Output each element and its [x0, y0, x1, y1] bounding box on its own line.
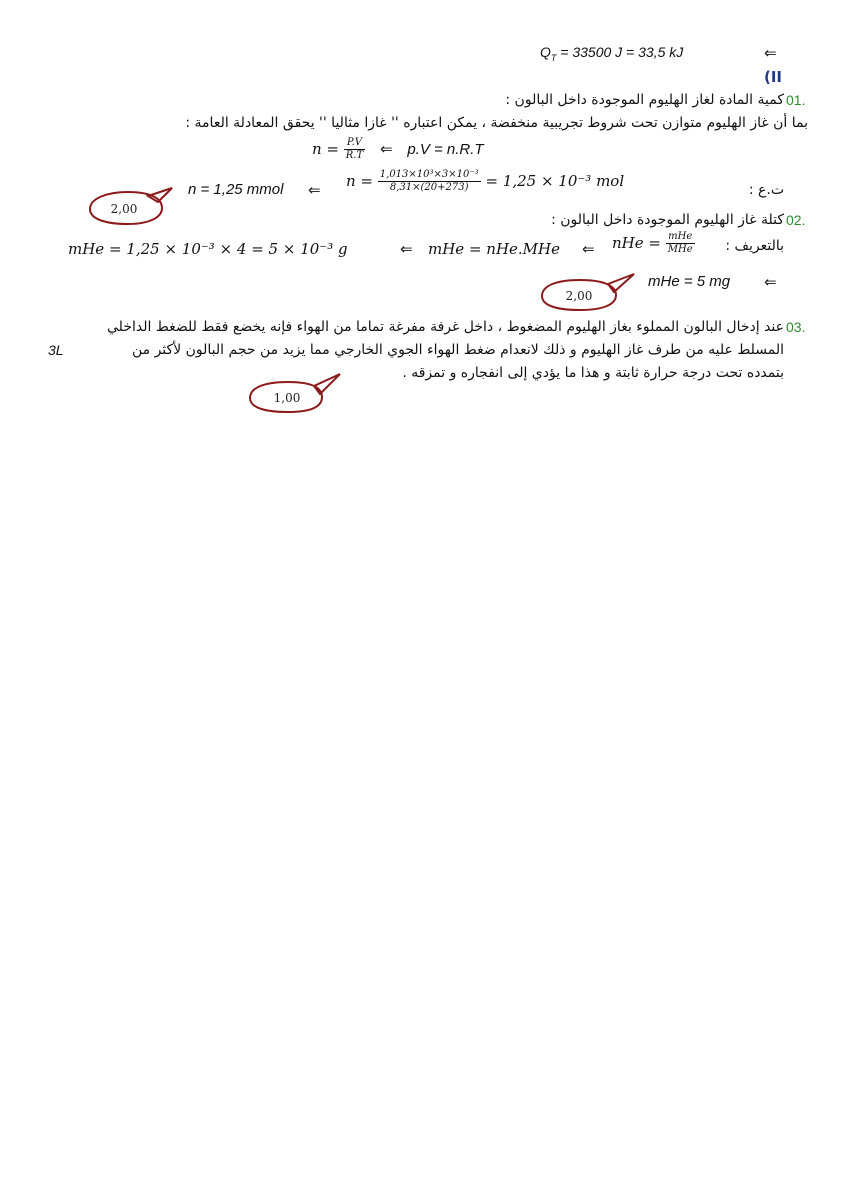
- app-numerator: 1,013×10³×3×10⁻³: [379, 169, 479, 180]
- q02-mark-bubble: [536, 270, 636, 314]
- q01-ideal-gas-equation: [312, 138, 484, 161]
- app-result: = 1,25 × 10⁻³ mol: [485, 172, 625, 190]
- q02-mass-calculation: mHe = 1,25 × 10⁻³ × 4 = 5 × 10⁻³ g: [68, 240, 348, 258]
- eq-arrow: ⇐: [379, 140, 393, 158]
- q02-final-result: mHe = 5 mg: [648, 273, 731, 290]
- q02-number: 02.: [786, 212, 806, 228]
- app-denominator: 8,31×(20+273): [389, 182, 469, 193]
- eq-lhs: n =: [312, 140, 339, 158]
- q03-mark: 1,00: [273, 391, 301, 405]
- q01-arrow: ⇐: [308, 181, 321, 199]
- q03-line-1: عند إدخال البالون المملوء بغاز الهليوم المضغوط ، داخل غرفة مفرغة تماما من الهواء فإنه يخضع فقط للضغط الداخلي: [107, 319, 784, 335]
- def-numerator: mHe: [666, 232, 695, 244]
- part-label: (II: [764, 68, 783, 86]
- q03-line-3: بتمدده تحت درجة حرارة ثابتة و هذا ما يؤدي إلى انفجاره و تمزقه .: [402, 365, 784, 381]
- q03-volume: 3L: [48, 342, 64, 358]
- q02-mass-relation: mHe = nHe.MHe: [428, 240, 560, 258]
- implies-arrow: ⇐: [764, 44, 777, 62]
- q01-application-label: ت.ع :: [748, 182, 784, 198]
- eq-law: p.V = n.R.T: [407, 141, 484, 158]
- q01-reasoning: بما أن غاز الهليوم متوازن تحت شروط تجريبية منخفضة ، يمكن اعتباره '' غازا مثاليا '' يحقق المعادلة العامة :: [185, 115, 808, 131]
- q01-mark: 2,00: [110, 202, 138, 216]
- q-total-result: $Q_T = 33500$ J = 33,5 kJ: [540, 44, 684, 63]
- app-lhs: n =: [346, 172, 373, 190]
- eq-denominator: R.T: [345, 150, 364, 161]
- q01-application: [346, 170, 624, 193]
- eq-numerator: P.V: [344, 138, 365, 150]
- q02-arrow-1: ⇐: [400, 240, 413, 258]
- q02-arrow-2: ⇐: [582, 240, 595, 258]
- q02-final-arrow: ⇐: [764, 273, 777, 291]
- q02-definition: [612, 232, 695, 255]
- q02-title: كتلة غاز الهليوم الموجودة داخل البالون :: [551, 212, 784, 228]
- q01-number: 01.: [786, 92, 806, 108]
- q02-definition-label: بالتعريف :: [725, 238, 784, 254]
- q03-mark-bubble: [244, 370, 344, 418]
- q01-mark-bubble: [78, 186, 174, 232]
- app-fraction: [378, 170, 481, 193]
- q01-title: كمية المادة لغاز الهليوم الموجودة داخل البالون :: [505, 92, 784, 108]
- eq-fraction: [344, 138, 365, 161]
- def-fraction: [666, 232, 695, 255]
- def-lhs: nHe =: [612, 234, 661, 252]
- q03-number: 03.: [786, 319, 806, 335]
- q02-mark: 2,00: [565, 289, 593, 303]
- q01-final-result: n = 1,25 mmol: [188, 181, 284, 198]
- q03-line-2: المسلط عليه من طرف غاز الهليوم و ذلك لانعدام ضغط الهواء الجوي الخارجي مما يزيد من حجم البالون لأكثر من: [131, 342, 784, 358]
- def-denominator: MHe: [667, 244, 693, 255]
